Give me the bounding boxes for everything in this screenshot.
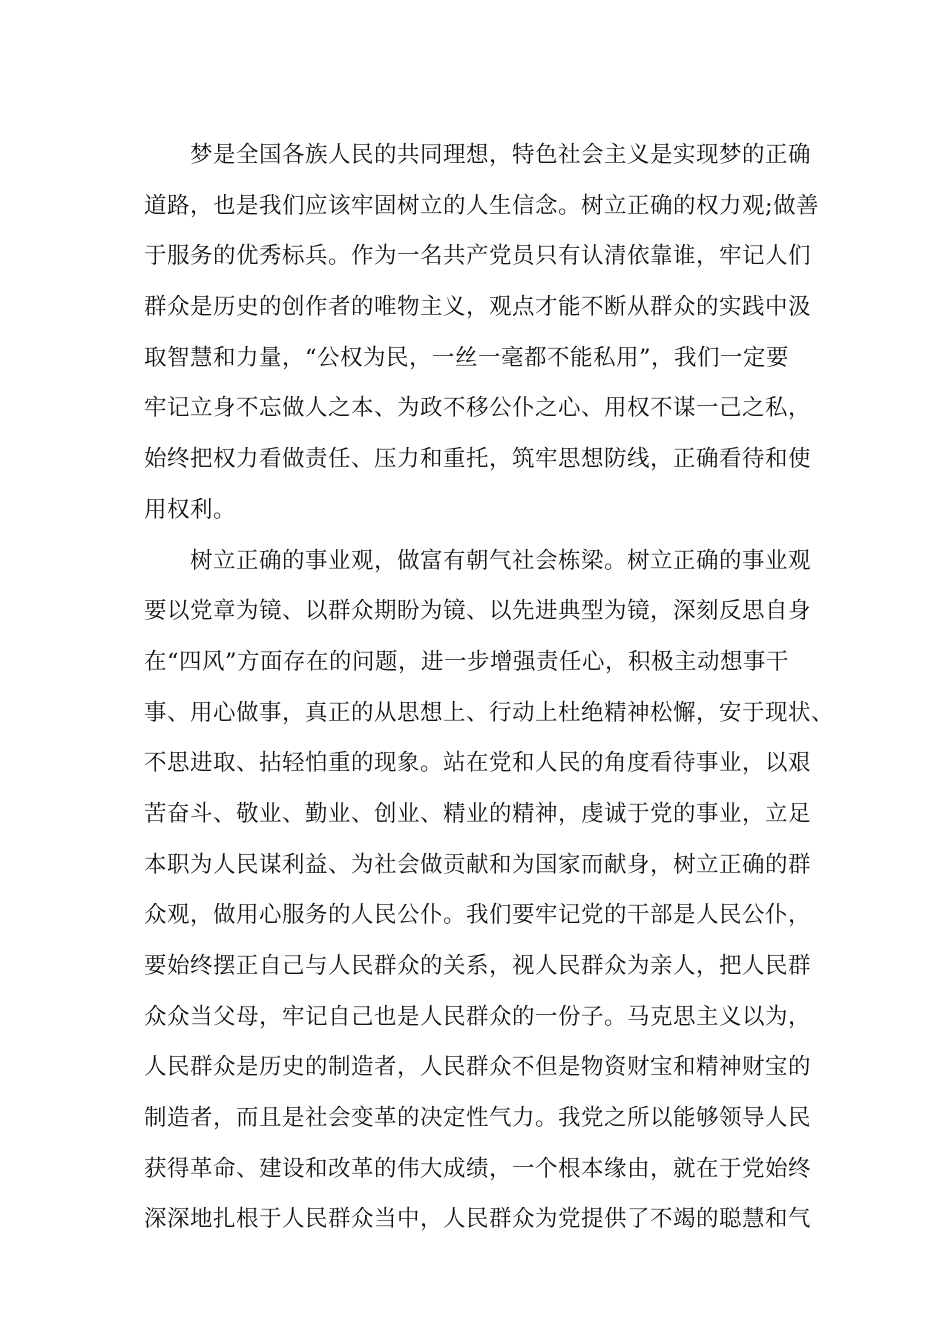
paragraph-2-line-6: 苦奋斗、敬业、勤业、创业、精业的精神，虔诚于党的事业，立足 (144, 800, 812, 827)
paragraph-2-line-9: 要始终摆正自己与人民群众的关系，视人民群众为亲人，把人民群 (144, 953, 812, 979)
paragraph-2-line-8: 众观，做用心服务的人民公仆。我们要牢记党的干部是人民公仆， (144, 902, 812, 929)
paragraph-2-line-3: 在“四风”方面存在的问题，进一步增强责任心，积极主动想事干 (144, 648, 790, 675)
paragraph-2-line-11: 人民群众是历史的制造者，人民群众不但是物资财宝和精神财宝的 (144, 1054, 812, 1081)
paragraph-2-line-5: 不思进取、拈轻怕重的现象。站在党和人民的角度看待事业，以艰 (144, 750, 812, 777)
paragraph-1-line-8: 用权利。 (144, 496, 237, 523)
paragraph-1-line-6: 牢记立身不忘做人之本、为政不移公仆之心、用权不谋一己之私， (144, 395, 812, 422)
paragraph-2-line-1: 树立正确的事业观，做富有朝气社会栋梁。树立正确的事业观 (190, 547, 812, 574)
paragraph-2-line-7: 本职为人民谋利益、为社会做贡献和为国家而献身，树立正确的群 (144, 851, 812, 878)
paragraph-1-line-3: 于服务的优秀标兵。作为一名共产党员只有认清依靠谁，牢记人们 (144, 243, 812, 270)
paragraph-1-line-4: 群众是历史的创作者的唯物主义，观点才能不断从群众的实践中汲 (144, 294, 812, 321)
paragraph-2-line-10: 众众当父母，牢记自己也是人民群众的一份子。马克思主义以为， (144, 1003, 812, 1030)
paragraph-1-line-1: 梦是全国各族人民的共同理想，特色社会主义是实现梦的正确 (190, 142, 812, 168)
paragraph-1-line-7: 始终把权力看做责任、压力和重托，筑牢思想防线，正确看待和使 (144, 446, 812, 473)
paragraph-2-line-2: 要以党章为镜、以群众期盼为镜、以先进典型为镜，深刻反思自身 (144, 598, 812, 625)
paragraph-2-line-12: 制造者，而且是社会变革的决定性气力。我党之所以能够领导人民 (144, 1105, 812, 1132)
body-text (144, 130, 835, 1245)
paragraph-2-line-13: 获得革命、建设和改革的伟大成绩，一个根本缘由，就在于党始终 (144, 1155, 812, 1182)
paragraph-2-line-4: 事、用心做事，真正的从思想上、行动上杜绝精神松懈，安于现状、 (144, 699, 835, 726)
paragraph-1-line-5: 取智慧和力量，“公权为民，一丝一毫都不能私用”，我们一定要 (144, 344, 790, 371)
paragraph-1-line-2: 道路，也是我们应该牢固树立的人生信念。树立正确的权力观;做善 (144, 192, 820, 219)
paragraph-2-line-14: 深深地扎根于人民群众当中，人民群众为党提供了不竭的聪慧和气 (144, 1206, 812, 1233)
